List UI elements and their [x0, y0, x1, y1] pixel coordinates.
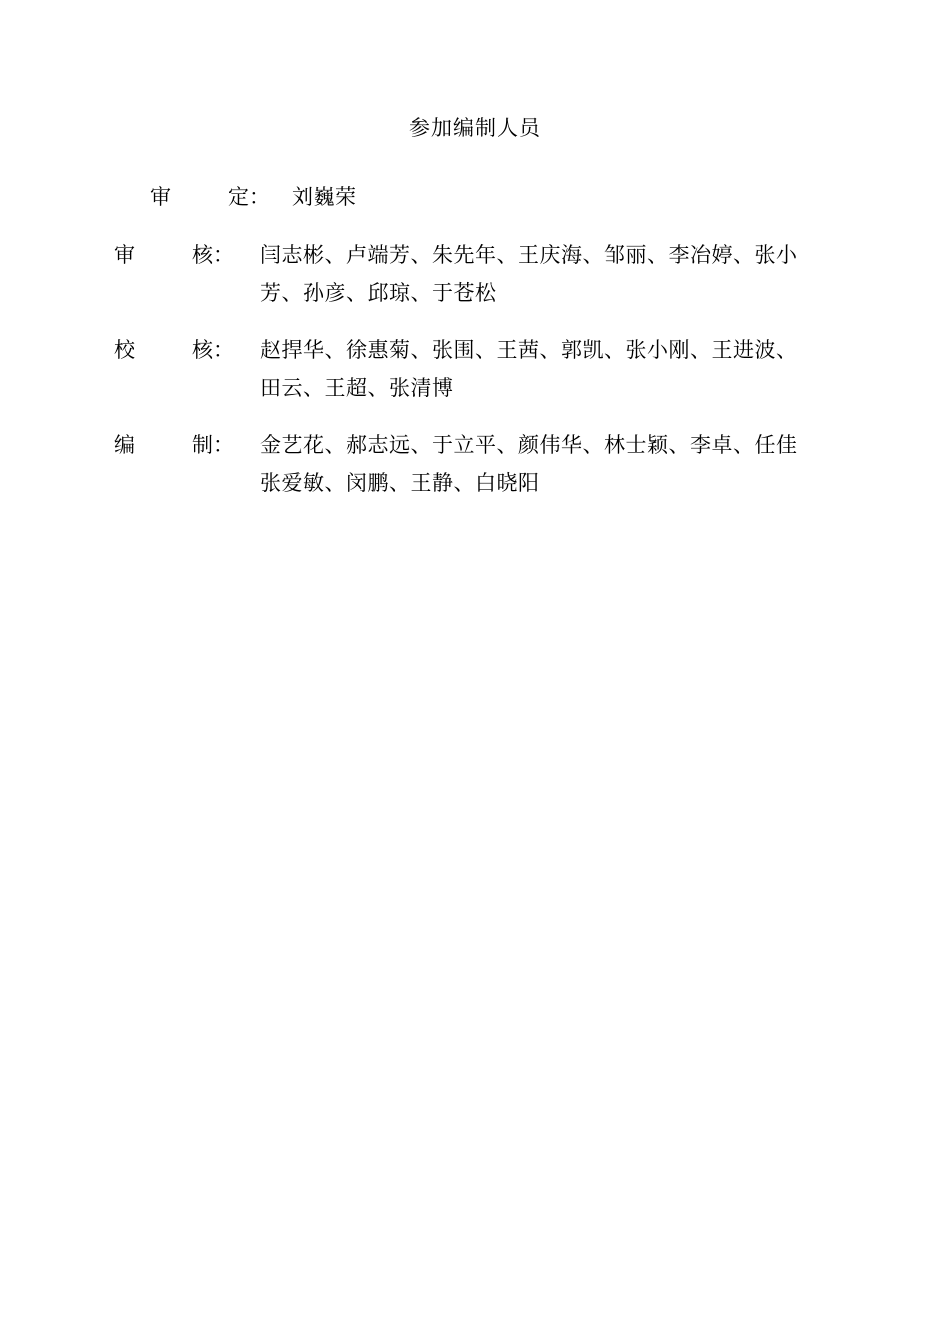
check-label-second: 核：	[192, 338, 234, 362]
compile-names-line-2: 张爱敏、闵鹏、王静、白晓阳	[260, 471, 540, 495]
compile-names	[260, 426, 840, 502]
check-names-line-2: 田云、王超、张清博	[260, 376, 454, 400]
review-label-second: 核：	[192, 243, 234, 267]
compile-names-line-1: 金艺花、郝志远、于立平、颜伟华、林士颖、李卓、任佳	[260, 433, 798, 457]
approve-row	[0, 178, 950, 218]
review-label-first: 审	[114, 243, 135, 267]
compile-row	[0, 426, 950, 506]
check-row	[0, 331, 950, 411]
approve-label-first: 审	[150, 185, 171, 209]
review-names-line-1: 闫志彬、卢端芳、朱先年、王庆海、邹丽、李冶婷、张小	[260, 243, 798, 267]
approve-label-second: 定：	[228, 185, 270, 209]
review-names-line-2: 芳、孙彦、邱琼、于苍松	[260, 281, 497, 305]
review-names	[260, 236, 840, 312]
approve-names	[292, 178, 872, 216]
review-row	[0, 236, 950, 316]
approve-names-line: 刘巍荣	[292, 185, 357, 209]
compile-label-second: 制：	[192, 433, 234, 457]
check-names-line-1: 赵捍华、徐惠菊、张围、王茜、郭凯、张小刚、王进波、	[260, 338, 798, 362]
compile-label-first: 编	[114, 433, 135, 457]
check-label-first: 校	[114, 338, 135, 362]
page-title: 参加编制人员	[409, 116, 541, 140]
check-names	[260, 331, 840, 407]
